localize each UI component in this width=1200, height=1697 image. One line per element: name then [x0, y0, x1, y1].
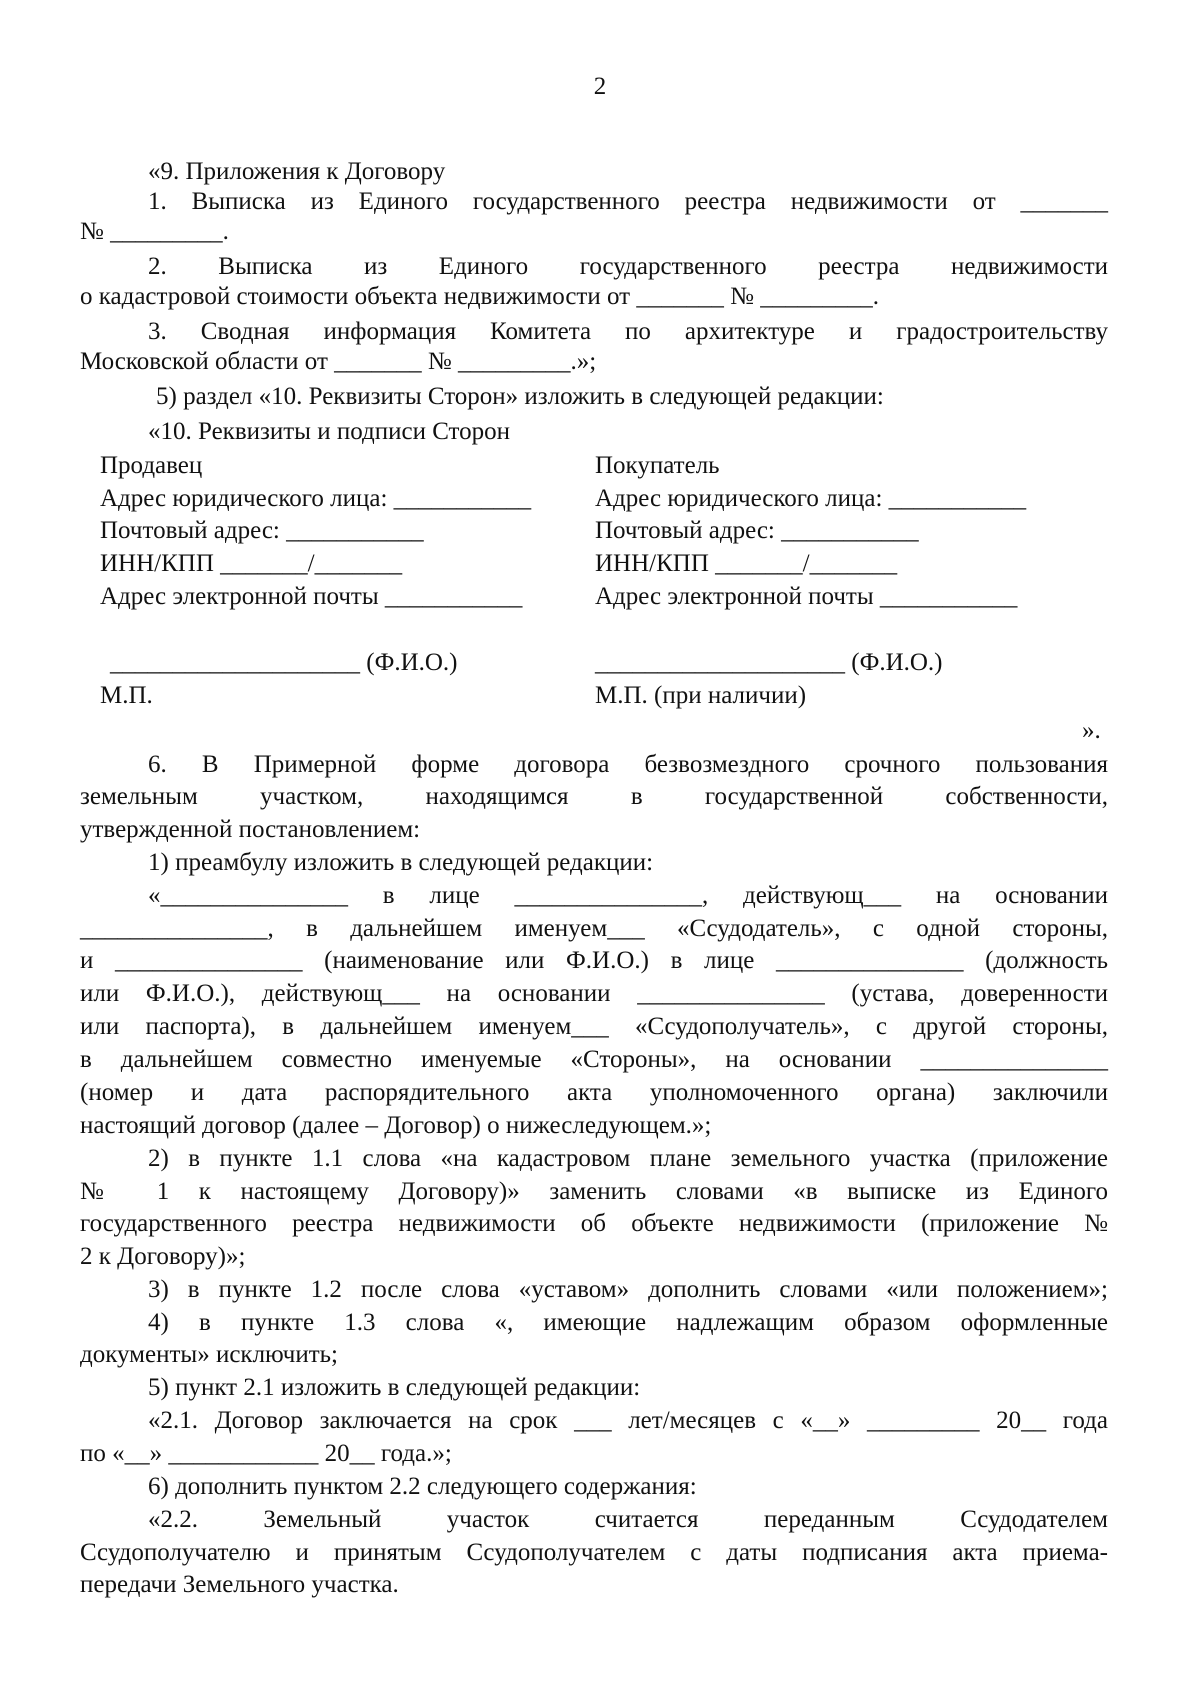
paragraph-line: 2) в пункте 1.1 слова «на кадастровом плане земельного участка (приложение	[148, 1145, 1108, 1172]
paragraph-line: по «__» ____________ 20__ года.»;	[80, 1440, 452, 1467]
paragraph-line: _______________, в дальнейшем именуем___ «Ссудодатель», с одной стороны,	[80, 915, 1108, 942]
paragraph-line: 5) пункт 2.1 изложить в следующей редакции:	[148, 1374, 641, 1401]
paragraph-line: № 1 к настоящему Договору)» заменить словами «в выписке из Единого	[80, 1178, 1108, 1205]
paragraph-line: 1) преамбулу изложить в следующей редакции:	[148, 849, 654, 876]
buyer-title: Покупатель	[595, 452, 720, 479]
seller-signature: ____________________ (Ф.И.О.)	[110, 649, 458, 676]
paragraph-line: Московской области от _______ № _________.»;	[80, 348, 597, 375]
paragraph-line: или паспорта), в дальнейшем именуем___ «Ссудополучатель», с другой стороны,	[80, 1013, 1108, 1040]
paragraph-line: 3) в пункте 1.2 после слова «уставом» дополнить словами «или положением»;	[148, 1276, 1108, 1303]
paragraph-line: 3. Сводная информация Комитета по архитектуре и градостроительству	[148, 318, 1108, 345]
paragraph-line: 4) в пункте 1.3 слова «, имеющие надлежащим образом оформленные	[148, 1309, 1108, 1336]
seller-stamp: М.П.	[100, 682, 153, 709]
paragraph-line: 2. Выписка из Единого государственного реестра недвижимости	[148, 253, 1108, 280]
paragraph-line: в дальнейшем совместно именуемые «Стороны», на основании _______________	[80, 1046, 1108, 1073]
closing-quote: ».	[1082, 717, 1101, 744]
paragraph-line: «2.1. Договор заключается на срок ___ лет/месяцев с «__» _________ 20__ года	[148, 1407, 1108, 1434]
paragraph-line: «2.2. Земельный участок считается переданным Ссудодателем	[148, 1506, 1108, 1533]
paragraph-line: Ссудополучателю и принятым Ссудополучателем с даты подписания акта приема-	[80, 1539, 1108, 1566]
paragraph-line: 6) дополнить пунктом 2.2 следующего содержания:	[148, 1473, 697, 1500]
seller-email: Адрес электронной почты ___________	[100, 583, 523, 610]
buyer-stamp: М.П. (при наличии)	[595, 682, 807, 709]
paragraph-line: земельным участком, находящимся в государственной собственности,	[80, 783, 1108, 810]
buyer-postal-address: Почтовый адрес: ___________	[595, 517, 919, 544]
seller-address: Адрес юридического лица: ___________	[100, 485, 532, 512]
paragraph-line: «_______________ в лице _______________, действующ___ на основании	[148, 882, 1108, 909]
seller-title: Продавец	[100, 452, 203, 479]
seller-inn-kpp: ИНН/КПП _______/_______	[100, 550, 403, 577]
seller-postal-address: Почтовый адрес: ___________	[100, 517, 424, 544]
paragraph-line: 5) раздел «10. Реквизиты Сторон» изложить в следующей редакции:	[156, 383, 884, 410]
paragraph-line: 1. Выписка из Единого государственного реестра недвижимости от _______	[148, 188, 1108, 215]
paragraph-line: № _________.	[80, 218, 229, 245]
page-number: 2	[593, 73, 607, 100]
paragraph-line: 2 к Договору)»;	[80, 1243, 246, 1270]
paragraph-line: документы» исключить;	[80, 1341, 338, 1368]
paragraph-line: (номер и дата распорядительного акта уполномоченного органа) заключили	[80, 1079, 1108, 1106]
paragraph-line: утвержденной постановлением:	[80, 816, 421, 843]
buyer-email: Адрес электронной почты ___________	[595, 583, 1018, 610]
buyer-signature: ____________________ (Ф.И.О.)	[595, 649, 943, 676]
paragraph-line: государственного реестра недвижимости об объекте недвижимости (приложение №	[80, 1210, 1108, 1237]
paragraph-line: о кадастровой стоимости объекта недвижимости от _______ № _________.	[80, 283, 879, 310]
paragraph-line: «10. Реквизиты и подписи Сторон	[148, 418, 511, 445]
paragraph-line: передачи Земельного участка.	[80, 1571, 399, 1598]
buyer-address: Адрес юридического лица: ___________	[595, 485, 1027, 512]
paragraph-line: и _______________ (наименование или Ф.И.О.) в лице _______________ (должность	[80, 947, 1108, 974]
buyer-inn-kpp: ИНН/КПП _______/_______	[595, 550, 898, 577]
paragraph-line: настоящий договор (далее – Договор) о нижеследующем.»;	[80, 1112, 712, 1139]
paragraph-line: или Ф.И.О.), действующ___ на основании _______________ (устава, доверенности	[80, 980, 1108, 1007]
paragraph-line: 6. В Примерной форме договора безвозмездного срочного пользования	[148, 751, 1108, 778]
paragraph-line: «9. Приложения к Договору	[148, 158, 446, 185]
